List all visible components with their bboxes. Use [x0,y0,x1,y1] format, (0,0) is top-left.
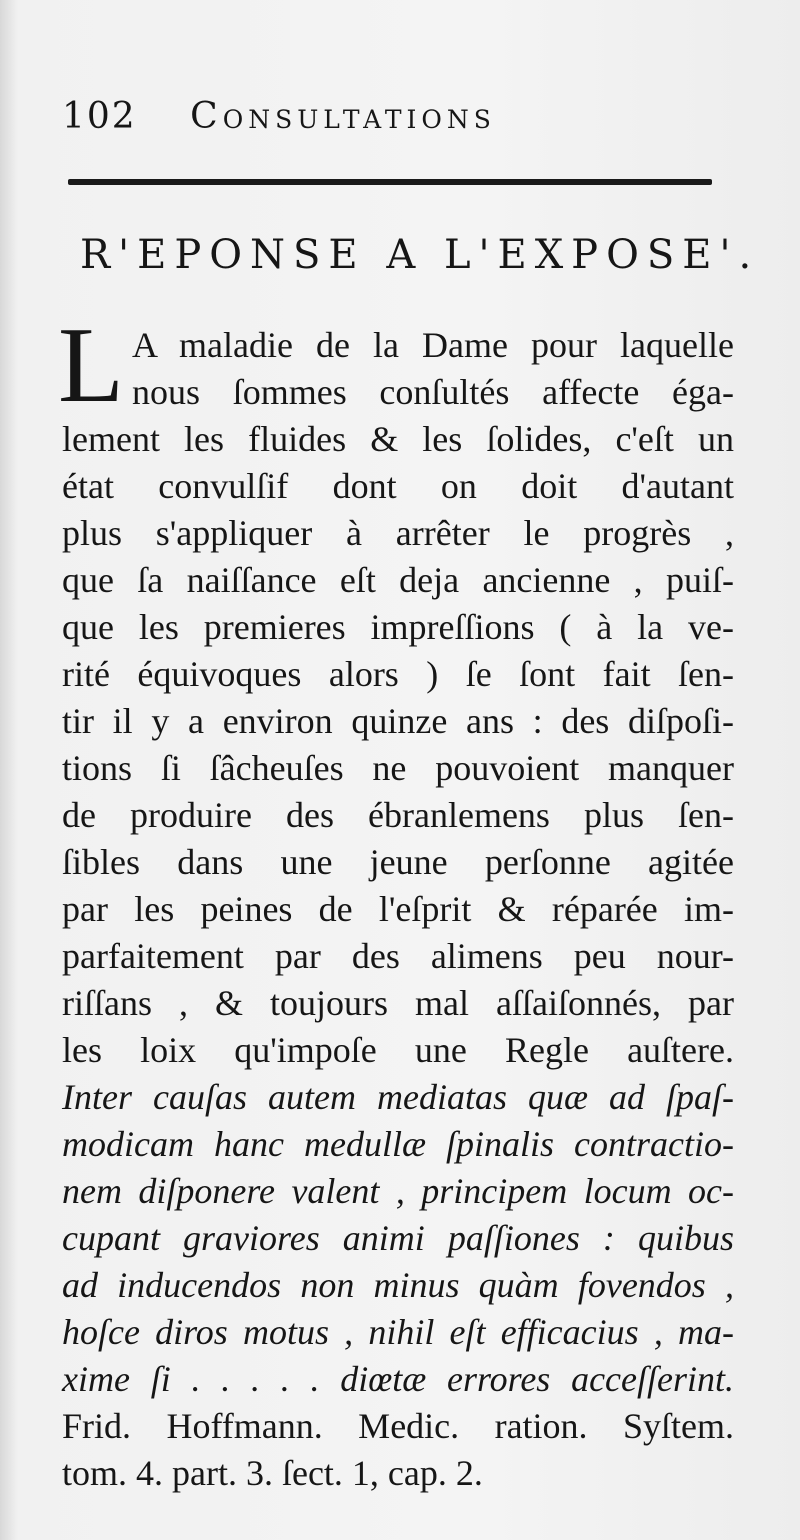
text-line: que ſa naiſſance eſt deja ancienne , puiſ- [62,560,734,600]
latin-line: modicam hanc medullæ ſpinalis contractio- [62,1124,734,1164]
text-line: état convulſif dont on doit d'autant [62,466,734,506]
text-line: les loix qu'impoſe une Regle auſtere. [62,1030,734,1070]
page-header [62,96,496,137]
text-line: riſſans , & toujours mal aſſaiſonnés, par [62,983,734,1023]
text-line: rité équivoques alors ) ſe ſont fait ſen- [62,654,734,694]
text-line: tir il y a environ quinze ans : des diſpoſi- [62,701,734,741]
french-paragraph [62,322,734,1074]
text-line: plus s'appliquer à arrêter le progrès , [62,513,734,553]
latin-line: xime ſi . . . . . diœtæ errores acceſſerint. [62,1359,734,1399]
latin-line: Inter cauſas autem mediatas quæ ad ſpaſ- [62,1077,734,1117]
latin-line: hoſce diros motus , nihil eſt efficacius , ma- [62,1312,734,1352]
latin-line: nem diſponere valent , principem locum oc- [62,1171,734,1211]
text-line: lement les fluides & les ſolides, c'eſt un [62,419,734,459]
header-rule [68,179,712,185]
text-line: nous ſommes conſultés affecte éga- [132,372,734,412]
text-line: ſibles dans une jeune perſonne agitée [62,842,734,882]
latin-line: cupant graviores animi paſſiones : quibus [62,1218,734,1258]
latin-line: ad inducendos non minus quàm fovendos , [62,1265,734,1305]
citation-line: Frid. Hoffmann. Medic. ration. Syſtem. [62,1406,734,1446]
page-number: 102 [62,96,137,137]
citation-line: tom. 4. part. 3. ſect. 1, cap. 2. [62,1453,483,1493]
drop-cap: L [58,306,124,425]
text-line: parfaitement par des alimens peu nour- [62,936,734,976]
body-text [62,322,734,1497]
text-line: que les premieres impreſſions ( à la ve- [62,607,734,647]
section-title: R'EPONSE A L'EXPOSE'. [80,232,760,278]
latin-quotation [62,1074,734,1403]
text-line: A maladie de la Dame pour laquelle [132,325,734,365]
text-line: par les peines de l'eſprit & réparée im- [62,889,734,929]
text-line: tions ſi ſâcheuſes ne pouvoient manquer [62,748,734,788]
running-title: Consultations [190,96,496,137]
citation [62,1403,734,1497]
text-line: de produire des ébranlemens plus ſen- [62,795,734,835]
